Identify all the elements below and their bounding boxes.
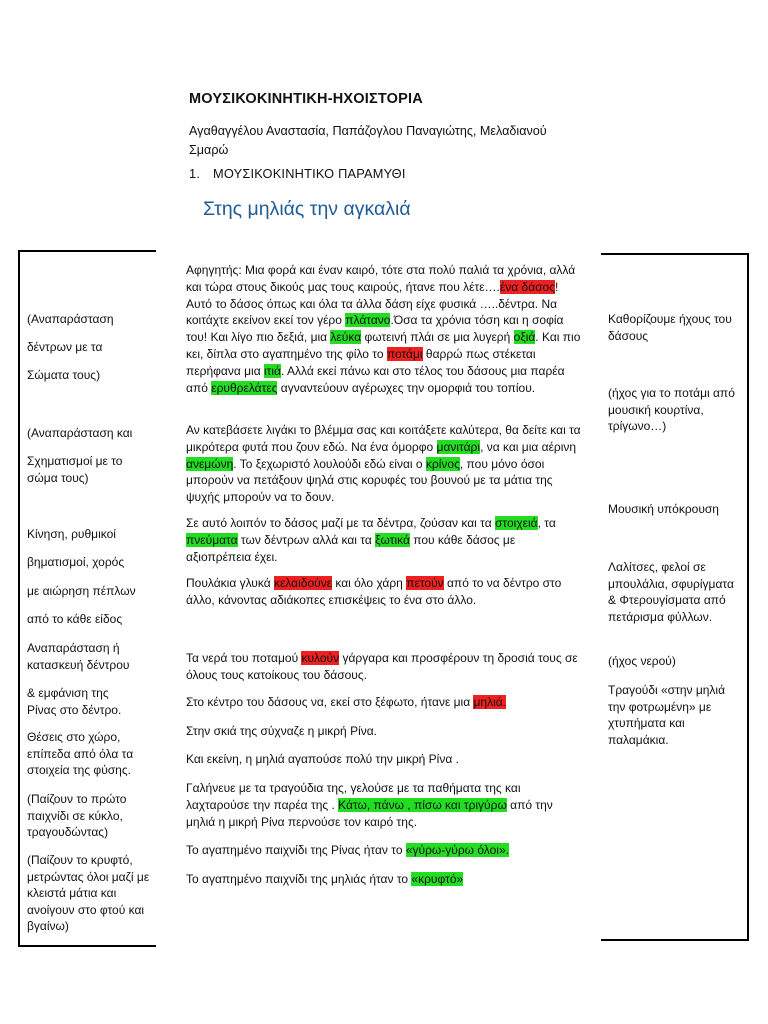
left-note: (Αναπαράσταση: [27, 312, 114, 326]
highlighted-word-green: ανεμώνη: [186, 456, 234, 471]
highlighted-word-green: μανιτάρι: [436, 439, 481, 454]
left-note: (Αναπαράσταση και: [27, 426, 133, 440]
story-text: θαρρώ πως στέκεται περήφανα μια: [186, 346, 536, 378]
story-text: .Όσα τα χρόνια τόση και η σοφία του! Και λίγο πιο δεξιά, μια: [186, 313, 564, 345]
story-text: που κάθε δάσος με αξιοπρέπεια έχει.: [186, 532, 516, 564]
story-text: , τα: [537, 516, 556, 530]
section-heading: [189, 166, 406, 181]
highlighted-word-green: «κρυφτό»: [411, 872, 464, 886]
story-paragraph: [186, 575, 581, 609]
story-subtitle: Στης μηλιάς την αγκαλιά: [203, 198, 411, 220]
story-paragraph: [186, 842, 581, 859]
left-note: (Παίζουν το κρυφτό, μετρώντας όλοι μαζί με κλειστά μάτια και ανοίγουν στο φτού και βγαίνω): [27, 853, 150, 933]
story-paragraph: [186, 262, 581, 396]
story-paragraph: [186, 751, 581, 768]
highlighted-word-red: πετούν: [406, 576, 444, 590]
story-text: Αν κατεβάσετε λιγάκι το βλέμμα σας και κοιτάξετε καλύτερα, θα δείτε και τα μικρότερα φυτά που ζουν εδώ. Να ένα όμορφο: [186, 423, 581, 454]
highlighted-word-green: οξιά: [513, 330, 536, 345]
left-note: δέντρων με τα: [27, 340, 103, 354]
right-note: Λαλίτσες, φελοί σε μπουλάλια, σφυρίγματα & Φτερουγίσματα από πετάρισμα φύλλων.: [608, 560, 734, 624]
right-note: Καθορίζουμε ήχους του δάσους: [608, 312, 732, 343]
story-paragraph: [186, 780, 581, 830]
left-note: Αναπαράσταση ή κατασκευή δέντρου: [27, 641, 130, 672]
left-note: & εμφάνιση της Ρίνας στο δέντρο.: [27, 686, 122, 717]
story-paragraph: [186, 422, 581, 506]
story-text: . Το ξεχωριστό λουλούδι εδώ είναι ο: [233, 456, 426, 471]
highlighted-word-red: ένα δάσος: [499, 279, 556, 294]
document-title: ΜΟΥΣΙΚΟΚΙΝΗΤΙΚΗ-ΗΧΟΙΣΤΟΡΙΑ: [189, 91, 423, 107]
highlighted-word-red: ποτάμι: [386, 346, 423, 361]
highlighted-word-green: στοιχειά: [495, 516, 538, 530]
left-note: Κίνηση, ρυθμικοί: [27, 527, 116, 541]
highlighted-word-green: «γύρω-γύρω όλοι».: [405, 843, 509, 857]
right-note: (ήχος για το ποτάμι από μουσική κουρτίνα, τρίγωνο…): [608, 386, 735, 433]
story-text: των δέντρων αλλά και τα: [237, 532, 376, 547]
story-paragraph: [186, 515, 581, 565]
section-title: ΜΟΥΣΙΚΟΚΙΝΗΤΙΚΟ ΠΑΡΑΜΥΘΙ: [213, 166, 406, 181]
story-text: και όλο χάρη: [332, 576, 407, 590]
story-text: , που μόνο όσοι μπορούν να πετάξουν ψηλά στις κορυφές του βουνού με τα μάτια της ψυχής μπορούν να το δουν.: [186, 456, 553, 505]
highlighted-word-red: κυλούν: [301, 651, 340, 665]
story-paragraph: [186, 694, 581, 711]
story-paragraph: [186, 650, 581, 684]
left-note: βηματισμοί, χορός: [27, 555, 125, 569]
right-note: Μουσική υπόκρουση: [608, 502, 719, 516]
highlighted-word-green: ξωτικά: [375, 532, 410, 547]
story-text: ! Αυτό το δάσος όπως και όλα τα άλλα δάση είχε φυσικά …..δέντρα. Να κοιτάχτε εκείνον εκεί τον γέρο: [186, 279, 559, 328]
left-note: Σχηματισμοί με το σώμα τους): [27, 454, 123, 485]
left-note: Σώματα τους): [27, 368, 101, 382]
right-note: (ήχος νερού): [608, 654, 676, 668]
story-text: Πουλάκια γλυκά: [186, 576, 274, 590]
highlighted-word-green: πλάτανο: [345, 313, 391, 328]
highlighted-word-green: κρίνος: [425, 456, 460, 471]
section-number: 1.: [189, 166, 201, 181]
story-text: φωτεινή πλάι σε μια λυγερή: [361, 330, 514, 345]
story-text: από την μηλιά η μικρή Ρίνα περνούσε τον καιρό της.: [186, 797, 553, 829]
story-paragraph: [186, 723, 581, 740]
highlighted-word-green: ιτιά: [263, 363, 281, 378]
right-note: Τραγούδι «στην μηλιά την φοτρωμένη» με χτυπήματα και παλαμάκια.: [608, 683, 726, 747]
authors-line: Αγαθαγγέλου Αναστασία, Παπάζογλου Παναγιώτης, Μελαδιανού Σμαρώ: [189, 124, 547, 157]
story-text: Και εκείνη, η μηλιά αγαπούσε πολύ την μικρή Ρίνα .: [186, 752, 459, 766]
left-note: από το κάθε είδος: [27, 612, 123, 626]
story-text: αγναντεύουν αγέρωχες την ομορφιά του τοπίου.: [277, 380, 536, 395]
story-text: από το να δέντρο στο άλλο, κάνοντας αδιάκοπες επισκέψεις το ένα στο άλλο.: [186, 576, 562, 607]
highlighted-word-green: πνεύματα: [186, 532, 238, 547]
story-text: Τα νερά του ποταμού: [186, 651, 302, 665]
highlighted-word-green: λεύκα: [330, 330, 362, 345]
left-note: με αιώρηση πέπλων: [27, 584, 136, 598]
story-text: , να και μια αέρινη: [480, 439, 577, 454]
story-paragraph: [186, 871, 581, 888]
story-text: Σε αυτό λοιπόν το δάσος μαζί με τα δέντρα, ζούσαν και τα: [186, 516, 496, 530]
story-text: Στην σκιά της σύχναζε η μικρή Ρίνα.: [186, 724, 378, 738]
story-text: . Και πιο κει, δίπλα στο αγαπημένο της φίλο το: [186, 330, 581, 361]
left-note: (Παίζουν το πρώτο παιχνίδι σε κύκλο, τραγουδώντας): [27, 792, 127, 839]
highlighted-word-red: μηλιά.: [473, 695, 507, 709]
story-text: . Αλλά εκεί πάνω και στο τέλος του δάσους μια παρέα από: [186, 363, 565, 395]
story-text: Στο κέντρο του δάσους να, εκεί στο ξέφωτο, ήτανε μια: [186, 695, 474, 709]
highlighted-word-green: Κάτω, πάνω , πίσω και τριγύρω: [338, 797, 507, 812]
highlighted-word-green: ερυθρελάτες: [211, 380, 278, 395]
highlighted-word-red: κελαιδούνε: [274, 576, 333, 590]
story-text: Το αγαπημένο παιχνίδι της μηλιάς ήταν το: [186, 872, 412, 886]
story-text: Το αγαπημένο παιχνίδι της Ρίνας ήταν το: [186, 843, 406, 857]
story-text: Αφηγητής: Μια φορά και έναν καιρό, τότε στα πολύ παλιά τα χρόνια, αλλά και τώρα στους δικούς μας τους καιρούς, ήτανε που λέτε….: [186, 263, 576, 294]
left-note: Θέσεις στο χώρο, επίπεδα από όλα τα στοιχεία της φύσης.: [27, 730, 134, 777]
story-text: Γαλήνευε με τα τραγούδια της, γελούσε με τα παθήματα της και λαχταρούσε την παρέα της .: [186, 781, 521, 812]
story-text: γάργαρα και προσφέρουν τη δροσιά τους σε όλους τους κατοίκους του δάσους.: [186, 651, 578, 682]
